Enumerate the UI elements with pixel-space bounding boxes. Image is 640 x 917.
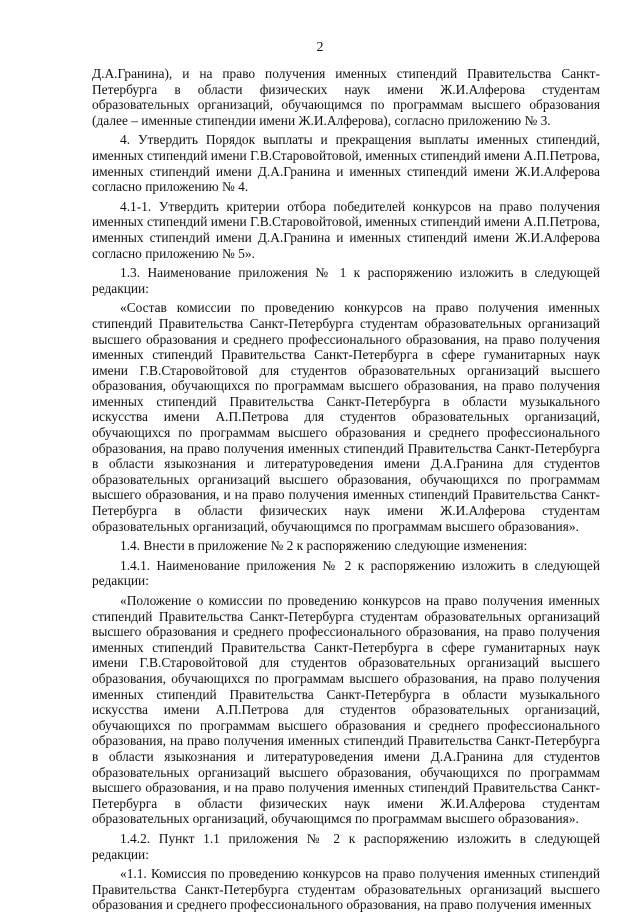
paragraph: «Состав комиссии по проведению конкурсов на право получения именных стипендий Правительства Санкт-Петербурга студентам образовательных организаций высшего образования и среднего профессионального образования, на право получения именных стипендий Правительства Санкт-Петербурга в сфере гуманитарных наук имени Г.В.Старовойтовой для студентов образовательных организаций высшего образования, обучающихся по программам высшего образования, на право получения именных стипендий Правительства Санкт-Петербурга в области музыкального искусства имени А.П.Петрова для студентов образовательных организаций, обучающихся по программам высшего образования и среднего профессионального образования, на право получения именных стипендий Правительства Санкт-Петербурга в области языкознания и литературоведения имени Д.А.Гранина для студентов образовательных организаций высшего образования, обучающихся по программам высшего образования, и на право получения именных стипендий Правительства Санкт-Петербурга в области физических наук имени Ж.И.Алферова студентам образовательных организаций, обучающимся по программам высшего образования». bbox=[92, 300, 600, 534]
page-number: 2 bbox=[316, 40, 324, 55]
paragraph: 1.3. Наименование приложения № 1 к распоряжению изложить в следующей редакции: bbox=[92, 265, 600, 296]
paragraph: Д.А.Гранина), и на право получения именных стипендий Правительства Санкт-Петербурга в области физических наук имени Ж.И.Алферова студентам образовательных организаций, обучающимся по программам высшего образования (далее – именные стипендии имени Ж.И.Алферова), согласно приложению № 3. bbox=[92, 66, 600, 128]
document-body bbox=[92, 66, 600, 917]
paragraph: 1.4. Внести в приложение № 2 к распоряжению следующие изменения: bbox=[120, 538, 528, 554]
paragraph: 1.4.2. Пункт 1.1 приложения № 2 к распоряжению изложить в следующей редакции: bbox=[92, 830, 600, 862]
paragraph: «1.1. Комиссия по проведению конкурсов на право получения именных стипендий Правительства Санкт-Петербурга студентам образовательных организаций высшего образования и среднего профессионального образования, на право получения именных bbox=[92, 866, 600, 913]
paragraph: 4. Утвердить Порядок выплаты и прекращения выплаты именных стипендий, именных стипендий имени Г.В.Старовойтовой, именных стипендий имени А.П.Петрова, именных стипендий имени Д.А.Гранина и именных стипендий имени Ж.И.Алферова согласно приложению № 4. bbox=[92, 132, 600, 195]
paragraph: 1.4.1. Наименование приложения № 2 к распоряжению изложить в следующей редакции: bbox=[92, 557, 600, 589]
paragraph: 4.1-1. Утвердить критерии отбора победителей конкурсов на право получения именных стипендий имени Г.В.Старовойтовой, именных стипендий имени А.П.Петрова, именных стипендий имени Д.А.Гранина и именных стипендий имени Ж.И.Алферова согласно приложению № 5». bbox=[92, 198, 600, 261]
paragraph: «Положение о комиссии по проведению конкурсов на право получения именных стипендий Правительства Санкт-Петербурга студентам образовательных организаций высшего образования и среднего профессионального образования, на право получения именных стипендий Правительства Санкт-Петербурга в сфере гуманитарных наук имени Г.В.Старовойтовой для студентов образовательных организаций высшего образования, обучающихся по программам высшего образования, на право получения именных стипендий Правительства Санкт-Петербурга в области музыкального искусства имени А.П.Петрова для студентов образовательных организаций, обучающихся по программам высшего образования и среднего профессионального образования, на право получения именных стипендий Правительства Санкт-Петербурга в области языкознания и литературоведения имени Д.А.Гранина для студентов образовательных организаций высшего образования, обучающихся по программам высшего образования, и на право получения именных стипендий Правительства Санкт-Петербурга в области физических наук имени Ж.И.Алферова студентам образовательных организаций, обучающимся по программам высшего образования». bbox=[92, 593, 600, 827]
